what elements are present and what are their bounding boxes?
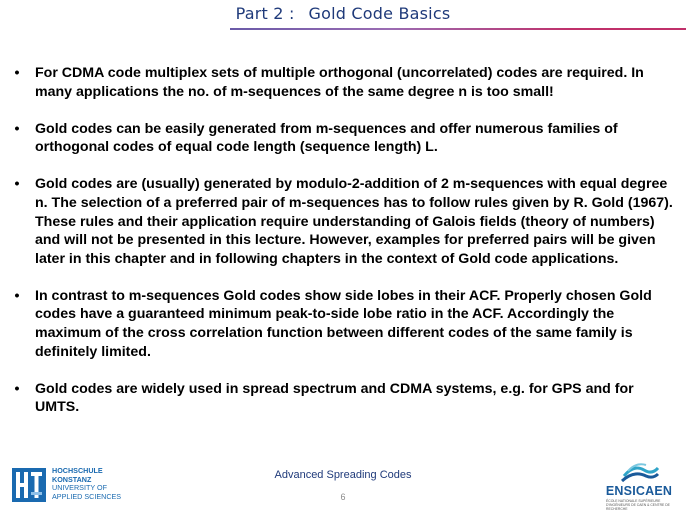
bullet-text: Gold codes are (usually) generated by modulo-2-addition of 2 m-sequences with equal degree n. The selection of a preferred pair of m-sequences has to follow rules given by R. Gold (1967). These rules and their application require understanding of Galois fields (theory of numbers) and will not be presented in this lecture. However, examples for preferred pairs will be given later in this chapter and in following chapters in the context of Gold code applications. — [35, 176, 673, 267]
bullet-item — [11, 64, 681, 101]
bullet-text: Gold codes are widely used in spread spectrum and CDMA systems, e.g. for GPS and for UMTS. — [35, 380, 634, 416]
bullet-text: In contrast to m-sequences Gold codes show side lobes in their ACF. Properly chosen Gold codes have a guaranteed minimum peak-to-side lobe ratio in the ACF. Accordingly the maximum of the cross correlation function between different codes of the same family is definitely limited. — [35, 287, 652, 360]
ensicaen-subtitle: ÉCOLE NATIONALE SUPÉRIEURE D'INGÉNIEURS DE CAEN & CENTRE DE RECHERCHE — [606, 499, 670, 511]
htwg-line: HOCHSCHULE — [52, 466, 103, 475]
bullet-item — [11, 380, 681, 417]
ensicaen-name: ENSICAEN — [605, 484, 673, 498]
part-label: Part 2 : — [235, 4, 295, 23]
bullet-dot: • — [14, 287, 20, 304]
bullet-dot: • — [14, 65, 20, 81]
bullet-text: Gold codes can be easily generated from m-sequences and offer numerous families of orthogonal codes of equal code length (sequence length) L. — [35, 120, 618, 156]
ensicaen-logo — [594, 462, 684, 512]
page-title — [0, 4, 686, 23]
title-text: Gold Code Basics — [308, 4, 451, 23]
htwg-line: KONSTANZ — [52, 474, 92, 484]
bullet-list — [11, 64, 681, 435]
bullet-dot: • — [14, 380, 20, 397]
footer-course: Advanced Spreading Codes — [274, 469, 412, 481]
title-underline — [230, 28, 686, 30]
bullet-dot: • — [14, 120, 20, 137]
bullet-item — [11, 287, 681, 361]
htwg-line: APPLIED SCIENCES — [52, 491, 122, 501]
ensicaen-wave-icon — [620, 462, 660, 484]
htwg-line: UNIVERSITY OF — [52, 483, 107, 493]
bullet-item — [11, 175, 681, 268]
bullet-text: For CDMA code multiplex sets of multiple orthogonal (uncorrelated) codes are required. In many applications the no. of m-sequences of the same degree n is too small! — [35, 65, 644, 100]
bullet-dot: • — [14, 176, 20, 193]
bullet-item — [11, 120, 681, 157]
page-number: 6 — [340, 492, 346, 502]
